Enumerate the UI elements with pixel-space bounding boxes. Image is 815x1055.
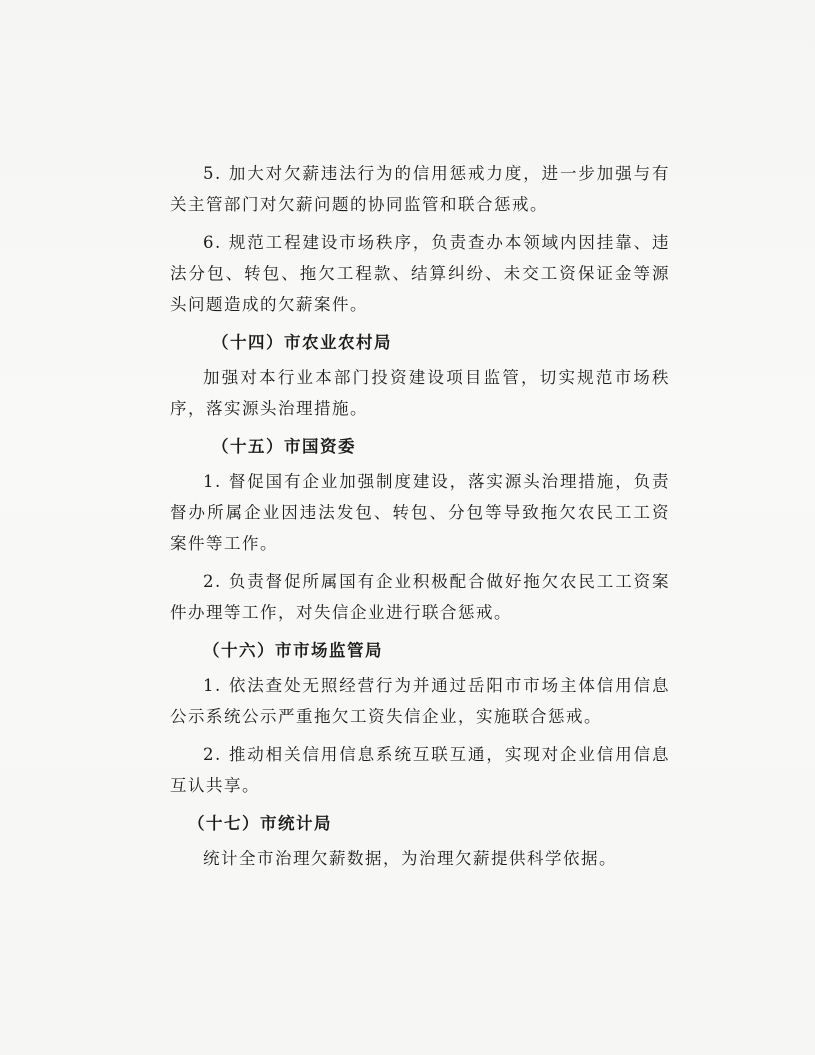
paragraph-statistics: 统计全市治理欠薪数据，为治理欠薪提供科学依据。 [203,849,617,868]
section-heading-14: （十四）市农业农村局 [212,333,392,352]
section-heading-15: （十五）市国资委 [212,437,356,456]
paragraph-market-2: 2. 推动相关信用信息系统互联互通，实现对企业信用信息互认共享。 [170,745,670,795]
paragraph-item-5: 5. 加大对欠薪违法行为的信用惩戒力度，进一步加强与有关主管部门对欠薪问题的协同监管和联合惩戒。 [170,164,670,214]
paragraph-sasac-2: 2. 负责督促所属国有企业积极配合做好拖欠农民工工资案件办理等工作，对失信企业进行联合惩戒。 [170,572,670,622]
paragraph-sasac-1: 1. 督促国有企业加强制度建设，落实源头治理措施，负责督办所属企业因违法发包、转包、分包等导致拖欠农民工工资案件等工作。 [170,472,670,553]
paragraph-item-6: 6. 规范工程建设市场秩序，负责查办本领域内因挂靠、违法分包、转包、拖欠工程款、结算纠纷、未交工资保证金等源头问题造成的欠薪案件。 [170,233,670,314]
paragraph-agriculture: 加强对本行业本部门投资建设项目监管，切实规范市场秩序，落实源头治理措施。 [170,368,670,418]
section-heading-16: （十六）市市场监管局 [203,641,383,660]
section-heading-17: （十七）市统计局 [188,814,332,833]
paragraph-market-1: 1. 依法查处无照经营行为并通过岳阳市市场主体信用信息公示系统公示严重拖欠工资失信企业，实施联合惩戒。 [170,676,670,726]
document-body [170,158,670,881]
